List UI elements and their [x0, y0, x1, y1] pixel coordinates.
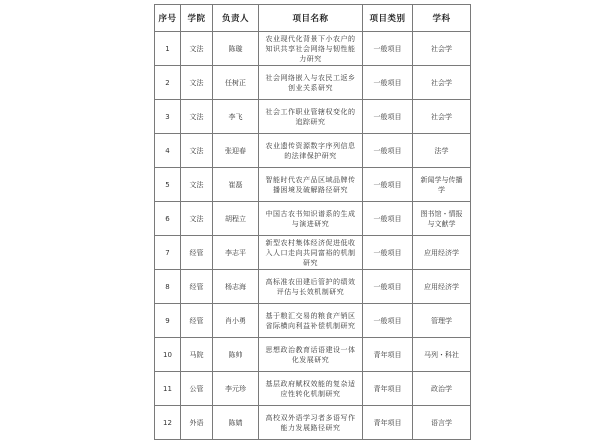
header-leader: 负责人	[213, 5, 259, 32]
cell-discipline: 图书馆・情报与文献学	[413, 202, 471, 236]
cell-leader: 陈璇	[213, 32, 259, 66]
cell-category: 一般项目	[363, 168, 413, 202]
cell-leader: 陈帅	[213, 338, 259, 372]
cell-discipline: 马列・科社	[413, 338, 471, 372]
cell-college: 经管	[181, 304, 213, 338]
cell-leader: 任树正	[213, 66, 259, 100]
cell-project-name: 社会工作职业管辖权变化的追踪研究	[259, 100, 363, 134]
cell-index: 2	[155, 66, 181, 100]
cell-index: 10	[155, 338, 181, 372]
table-body	[155, 32, 471, 440]
cell-college: 经管	[181, 236, 213, 270]
header-project-name: 项目名称	[259, 5, 363, 32]
cell-project-name: 新型农村集体经济促进低收入人口走向共同富裕的机制研究	[259, 236, 363, 270]
cell-discipline: 法学	[413, 134, 471, 168]
cell-category: 一般项目	[363, 236, 413, 270]
cell-category: 青年项目	[363, 406, 413, 440]
cell-index: 1	[155, 32, 181, 66]
cell-leader: 李飞	[213, 100, 259, 134]
cell-project-name: 高标准农田建后管护的绩效评估与长效机制研究	[259, 270, 363, 304]
project-table	[154, 4, 471, 440]
table-row	[155, 304, 471, 338]
cell-index: 12	[155, 406, 181, 440]
table-row	[155, 236, 471, 270]
table-row	[155, 134, 471, 168]
cell-index: 9	[155, 304, 181, 338]
table-row	[155, 270, 471, 304]
cell-category: 一般项目	[363, 66, 413, 100]
cell-project-name: 智能时代农产品区域品牌传播困境及破解路径研究	[259, 168, 363, 202]
cell-leader: 李元珍	[213, 372, 259, 406]
table-row	[155, 202, 471, 236]
cell-leader: 陈婧	[213, 406, 259, 440]
cell-discipline: 应用经济学	[413, 236, 471, 270]
cell-leader: 胡程立	[213, 202, 259, 236]
cell-project-name: 农业现代化背景下小农户的知识共享社会网络与韧性能力研究	[259, 32, 363, 66]
cell-leader: 杨志海	[213, 270, 259, 304]
table-row	[155, 66, 471, 100]
cell-discipline: 政治学	[413, 372, 471, 406]
cell-discipline: 社会学	[413, 66, 471, 100]
table-header-row	[155, 5, 471, 32]
table-row	[155, 406, 471, 440]
cell-category: 青年项目	[363, 338, 413, 372]
cell-category: 一般项目	[363, 134, 413, 168]
cell-category: 一般项目	[363, 304, 413, 338]
cell-project-name: 社会网络嵌入与农民工返乡创业关系研究	[259, 66, 363, 100]
cell-project-name: 高校双外语学习者多语写作能力发展路径研究	[259, 406, 363, 440]
cell-project-name: 中国古农书知识谱系的生成与演进研究	[259, 202, 363, 236]
cell-discipline: 社会学	[413, 32, 471, 66]
project-list-document	[154, 4, 470, 440]
header-index: 序号	[155, 5, 181, 32]
cell-college: 公管	[181, 372, 213, 406]
cell-index: 11	[155, 372, 181, 406]
cell-college: 文法	[181, 100, 213, 134]
cell-project-name: 基于粮汇交易的粮食产销区省际横向利益补偿机制研究	[259, 304, 363, 338]
cell-category: 一般项目	[363, 202, 413, 236]
cell-college: 马院	[181, 338, 213, 372]
cell-college: 外语	[181, 406, 213, 440]
header-college: 学院	[181, 5, 213, 32]
cell-project-name: 基层政府赋权效能的复杂适应性转化机制研究	[259, 372, 363, 406]
cell-category: 青年项目	[363, 372, 413, 406]
cell-leader: 肖小勇	[213, 304, 259, 338]
cell-leader: 崔磊	[213, 168, 259, 202]
cell-leader: 李志平	[213, 236, 259, 270]
cell-index: 5	[155, 168, 181, 202]
cell-discipline: 社会学	[413, 100, 471, 134]
table-row	[155, 32, 471, 66]
cell-category: 一般项目	[363, 100, 413, 134]
cell-category: 一般项目	[363, 270, 413, 304]
cell-index: 7	[155, 236, 181, 270]
cell-index: 3	[155, 100, 181, 134]
cell-college: 文法	[181, 32, 213, 66]
cell-college: 文法	[181, 168, 213, 202]
cell-discipline: 新闻学与传播学	[413, 168, 471, 202]
table-row	[155, 100, 471, 134]
cell-college: 经管	[181, 270, 213, 304]
cell-index: 8	[155, 270, 181, 304]
cell-college: 文法	[181, 134, 213, 168]
cell-college: 文法	[181, 202, 213, 236]
cell-discipline: 应用经济学	[413, 270, 471, 304]
cell-project-name: 思想政治教育话语建设一体化发展研究	[259, 338, 363, 372]
cell-discipline: 管理学	[413, 304, 471, 338]
cell-leader: 张迎春	[213, 134, 259, 168]
cell-index: 4	[155, 134, 181, 168]
header-discipline: 学科	[413, 5, 471, 32]
cell-project-name: 农业遗传资源数字序列信息的法律保护研究	[259, 134, 363, 168]
table-row	[155, 372, 471, 406]
cell-index: 6	[155, 202, 181, 236]
table-row	[155, 338, 471, 372]
header-category: 项目类别	[363, 5, 413, 32]
cell-category: 一般项目	[363, 32, 413, 66]
cell-discipline: 语言学	[413, 406, 471, 440]
cell-college: 文法	[181, 66, 213, 100]
table-row	[155, 168, 471, 202]
